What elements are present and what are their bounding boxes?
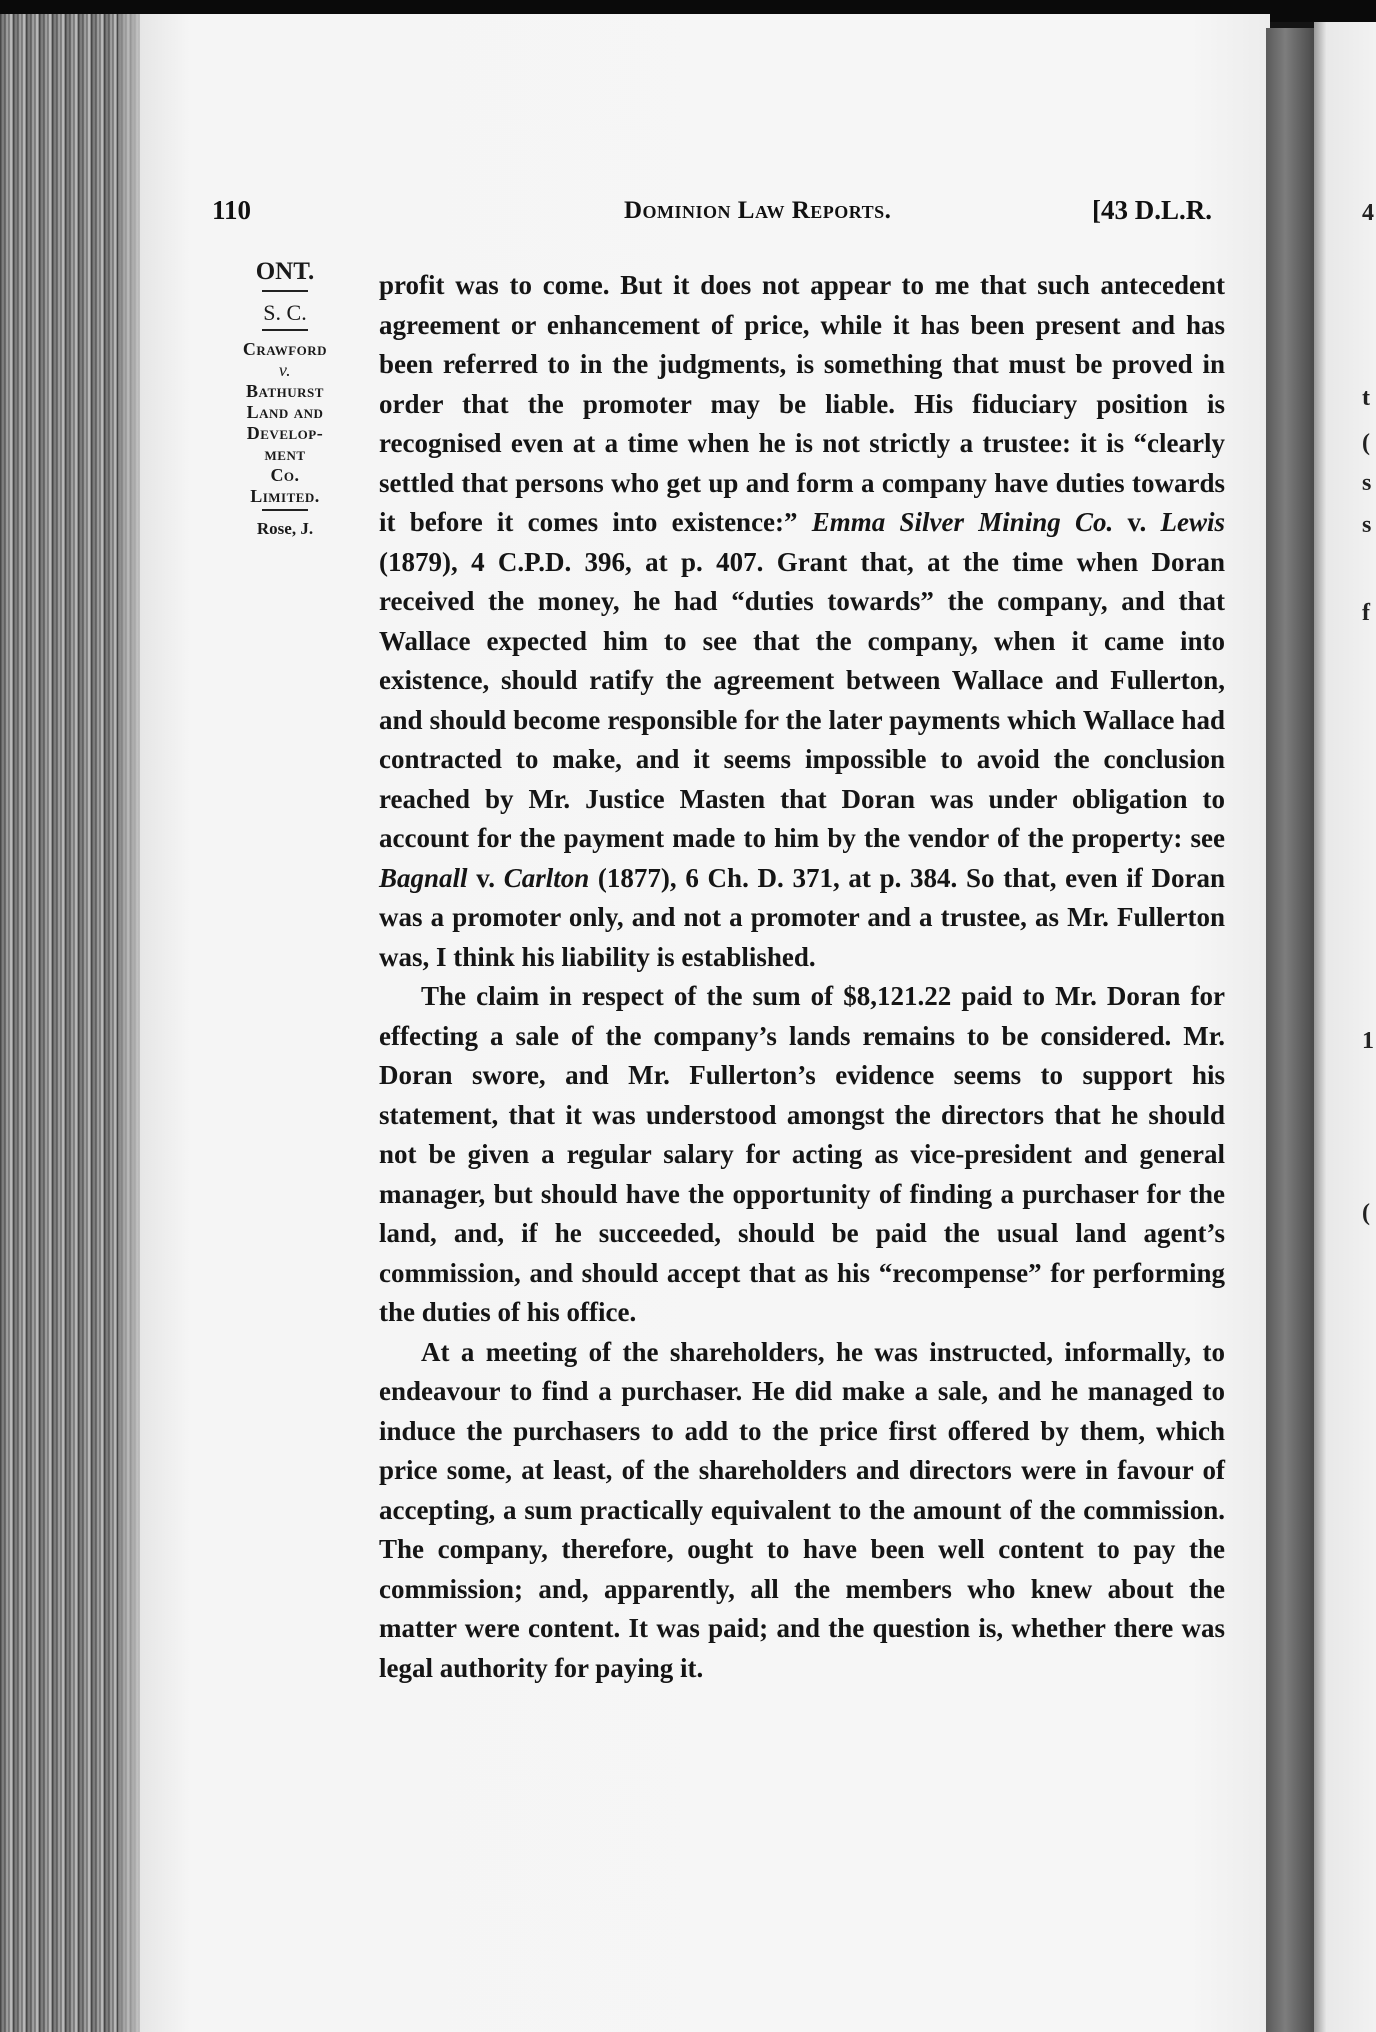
case-name-line: Limited. [250,486,320,506]
text-run: (1879), 4 C.P.D. 396, at p. 407. Grant that, at the time when Doran received the money, he had “duties towards” the company, and that Wallace expected him to see that the company, when it came into existence, should ratify the agreement between Wallace and Fullerton, and should become responsible for the later payments which Wallace had contracted to make, and it seems impossible to avoid the conclusion reached by Mr. Justice Masten that Doran was under obligation to account for the payment made to him by the vendor of the property: see [379,546,1225,853]
case-name-line: Bathurst [246,381,324,401]
sidenote-rule [262,509,308,511]
book-gutter-shadow [1266,28,1314,2032]
case-citation: Bagnall [379,862,468,893]
margin-sidenote [212,258,358,539]
paragraph [379,266,1225,977]
facing-page-glyph: t [1362,385,1370,411]
facing-page-glyph: 1 [1362,1028,1374,1054]
facing-page-glyph: ( [1362,430,1370,456]
sidenote-rule [262,290,308,292]
facing-page-glyph: 4 [1362,200,1374,226]
facing-page-glyph: f [1362,600,1370,626]
text-run: profit was to come. But it does not appear to me that such antecedent agreement or enhancement of price, while it has been present and has been referred to in the judgments, is something that must be proved in order that the promoter may be liable. His fiduciary position is recognised even at a time when he is not strictly a trustee: it is “clearly settled that persons who get up and form a company have duties towards it before it comes into existence:” [379,270,1225,537]
book-fore-edge [0,14,158,2032]
text-run: (1877), 6 Ch. D. 371, at p. 384. So that, even if Doran was a promoter only, and not a promoter and a trustee, as Mr. Fullerton was, I think his liability is established. [379,862,1225,972]
facing-page-edge [1314,22,1376,2032]
case-name-line: v. [278,360,292,380]
paragraph: At a meeting of the shareholders, he was instructed, informally, to endeavour to find a purchaser. He did make a sale, and he managed to induce the purchasers to add to the price first offered by them, which price some, at least, of the shareholders and directors were in favour of accepting, a sum practically equivalent to the amount of the commission. The company, therefore, ought to have been well content to pay the commission; and, apparently, all the members who knew about the matter were content. It was paid; and the question is, whether there was legal authority for paying it. [379,1336,1225,1683]
text-run: v. [467,862,504,893]
judgment-text [379,266,1225,1688]
facing-page-glyph: s [1362,512,1372,538]
case-citation: Carlton [503,862,590,893]
sidenote-rule [262,329,308,331]
facing-page-glyph: s [1362,470,1372,496]
case-name-line: Develop- [246,423,324,443]
case-citation: Lewis [1160,507,1226,537]
facing-page-glyph: ( [1362,1200,1370,1226]
volume-reference: [43 D.L.R. [1092,195,1212,225]
court-division: S. C. [263,300,307,325]
case-name-line: Land and [246,402,324,422]
text-run: v. [1113,507,1161,537]
judge-name: Rose, J. [256,519,314,538]
running-title: Dominion Law Reports. [624,197,892,224]
case-name-line: Co. [270,465,300,485]
paragraph: The claim in respect of the sum of $8,121.22 paid to Mr. Doran for effecting a sale of the company’s lands remains to be considered. Mr. Doran swore, and Mr. Fullerton’s evidence seems to support his statement, that it was understood amongst the directors that he should not be given a regular salary for acting as vice-president and general manager, but should have the opportunity of finding a purchaser for the land, and, if he succeeded, should be paid the usual land agent’s commission, and should accept that as his “recompense” for performing the duties of his office. [379,981,1225,1327]
case-name-line: Crawford [242,339,328,359]
court-province: ONT. [255,258,315,285]
case-name-line: ment [264,444,306,464]
case-citation: Emma Silver Mining Co. [811,507,1114,537]
case-name [212,339,358,507]
page-number: 110 [212,195,252,225]
